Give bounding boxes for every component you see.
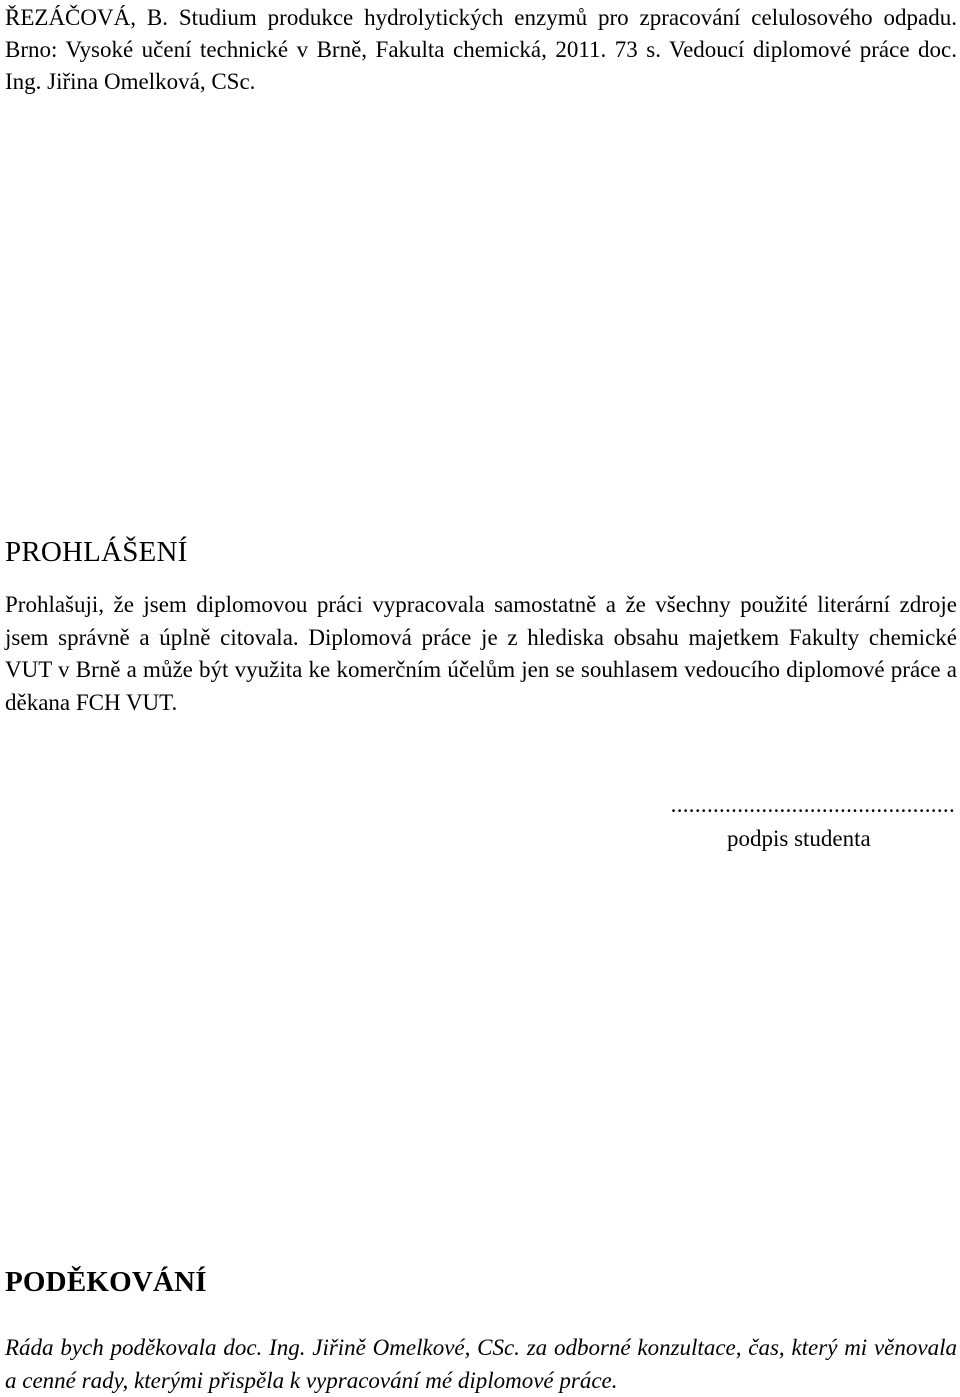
bibliographic-citation: ŘEZÁČOVÁ, B. Studium produkce hydrolytických enzymů pro zpracování celulosového odpadu. Brno: Vysoké učení technické v Brně, Fakulta chemická, 2011. 73 s. Vedoucí diplomové práce doc. Ing. Jiřina Omelková, CSc. <box>5 5 957 94</box>
signature-label: podpis studenta <box>727 826 871 851</box>
signature-line: ............................................... <box>670 792 955 817</box>
acknowledgement-text: Ráda bych poděkovala doc. Ing. Jiřině Omelkové, CSc. za odborné konzultace, čas, který mi věnovala a cenné rady, kterými přispěla k vypracování mé diplomové práce. <box>5 1335 957 1393</box>
acknowledgement-heading: PODĚKOVÁNÍ <box>5 1266 207 1298</box>
declaration-text: Prohlašuji, že jsem diplomovou práci vypracovala samostatně a že všechny použité literární zdroje jsem správně a úplně citovala. Diplomová práce je z hlediska obsahu majetkem Fakulty chemické VUT v Brně a může být využita ke komerčním účelům jen se souhlasem vedoucího diplomové práce a děkana FCH VUT. <box>5 592 957 715</box>
declaration-heading: PROHLÁŠENÍ <box>5 536 188 568</box>
